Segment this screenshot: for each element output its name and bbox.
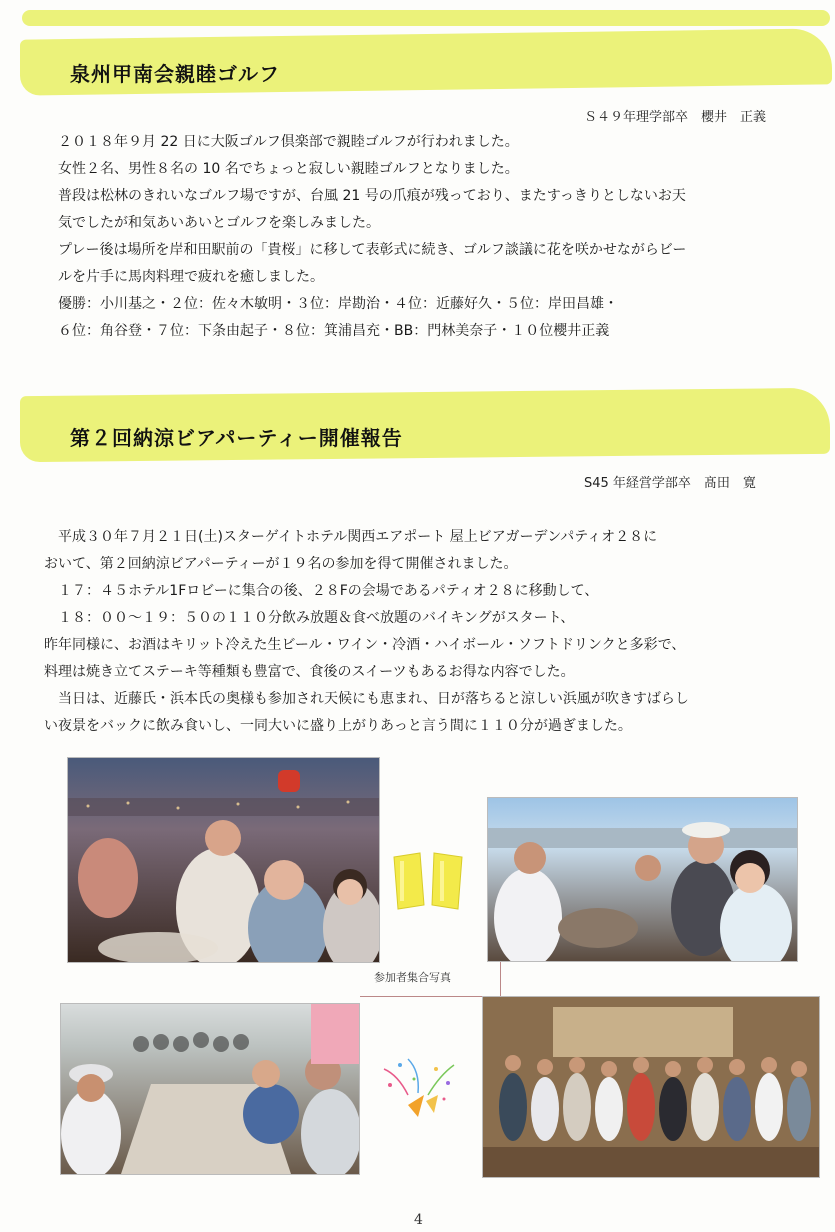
photo-caption: 参加者集合写真	[374, 971, 451, 984]
section1-line: 優勝：小川基之・２位：佐々木敏明・３位：岸勘治・４位：近藤好久・５位：岸田昌雄・	[58, 296, 618, 312]
section1-line: 普段は松林のきれいなゴルフ場ですが、台風 21 号の爪痕が残っており、またすっきりとしないお天	[58, 188, 686, 204]
section2-line: １８：００～１９：５０の１１０分飲み放題＆食べ放題のバイキングがスタート、	[44, 610, 575, 626]
section1-line: ルを片手に馬肉料理で疲れを癒しました。	[58, 269, 324, 285]
page-number: 4	[414, 1212, 423, 1228]
section1-title: 泉州甲南会親睦ゴルフ	[70, 62, 280, 86]
photo-group-portrait	[482, 996, 820, 1178]
section2-body	[44, 524, 689, 740]
beer-cups-icon	[388, 851, 470, 911]
section2-line: 平成３０年７月２１日(土)スターゲイトホテル関西エアポート 屋上ビアガーデンパティオ２８に	[44, 529, 658, 545]
photo-table-group	[487, 797, 798, 962]
section2-line: い夜景をバックに飲み食いし、一同大いに盛り上がりあっと言う間に１１０分が過ぎました。	[44, 718, 632, 734]
section1-body	[58, 129, 686, 345]
photo-night-party	[67, 757, 380, 963]
section2-line: 昨年同様に、お酒はキリット冷えた生ビール・ワイン・冷酒・ハイボール・ソフトドリンクと多彩で、	[44, 637, 686, 653]
section2-line: おいて、第２回納涼ビアパーティーが１９名の参加を得て開催されました。	[44, 556, 518, 572]
photo-long-table-image	[61, 1004, 359, 1174]
photo-night-party-image	[68, 758, 379, 962]
section2-line: 料理は焼き立てステーキ等種類も豊富で、食後のスイーツもあるお得な内容でした。	[44, 664, 575, 680]
beer-cups-illustration	[388, 851, 470, 911]
section1-line: 気でしたが和気あいあいとゴルフを楽しみました。	[58, 215, 380, 231]
top-highlight-band	[22, 10, 830, 26]
photo-group-portrait-image	[483, 997, 819, 1177]
section2-line: １７：４５ホテル1Fロビーに集合の後、２８Fの会場であるパティオ２８に移動して、	[44, 583, 599, 599]
photo-long-table	[60, 1003, 360, 1175]
section2-author: S45 年経営学部卒 髙田 寛	[584, 476, 756, 491]
connector-line	[500, 962, 501, 998]
section1-line: ２０１８年９月 22 日に大阪ゴルフ倶楽部で親睦ゴルフが行われました。	[58, 134, 519, 150]
section2-title: 第２回納涼ビアパーティー開催報告	[70, 426, 403, 450]
section1-line: 女性２名、男性８名の 10 名でちょっと寂しい親睦ゴルフとなりました。	[58, 161, 519, 177]
confetti-illustration	[378, 1055, 460, 1121]
connector-line	[360, 996, 482, 997]
section1-author: Ｓ４９年理学部卒 櫻井 正義	[584, 110, 767, 125]
section1-line: プレー後は場所を岸和田駅前の「貴桜」に移して表彰式に続き、ゴルフ談議に花を咲かせながらビー	[58, 242, 687, 258]
confetti-icon	[378, 1055, 460, 1121]
section2-line: 当日は、近藤氏・浜本氏の奥様も参加され天候にも恵まれ、日が落ちると涼しい浜風が吹きすばらし	[44, 691, 689, 707]
section1-line: ６位：角谷登・７位：下条由起子・８位：箕浦昌充・BB：門林美奈子・１０位櫻井正義	[58, 323, 610, 339]
photo-table-group-image	[488, 798, 797, 961]
